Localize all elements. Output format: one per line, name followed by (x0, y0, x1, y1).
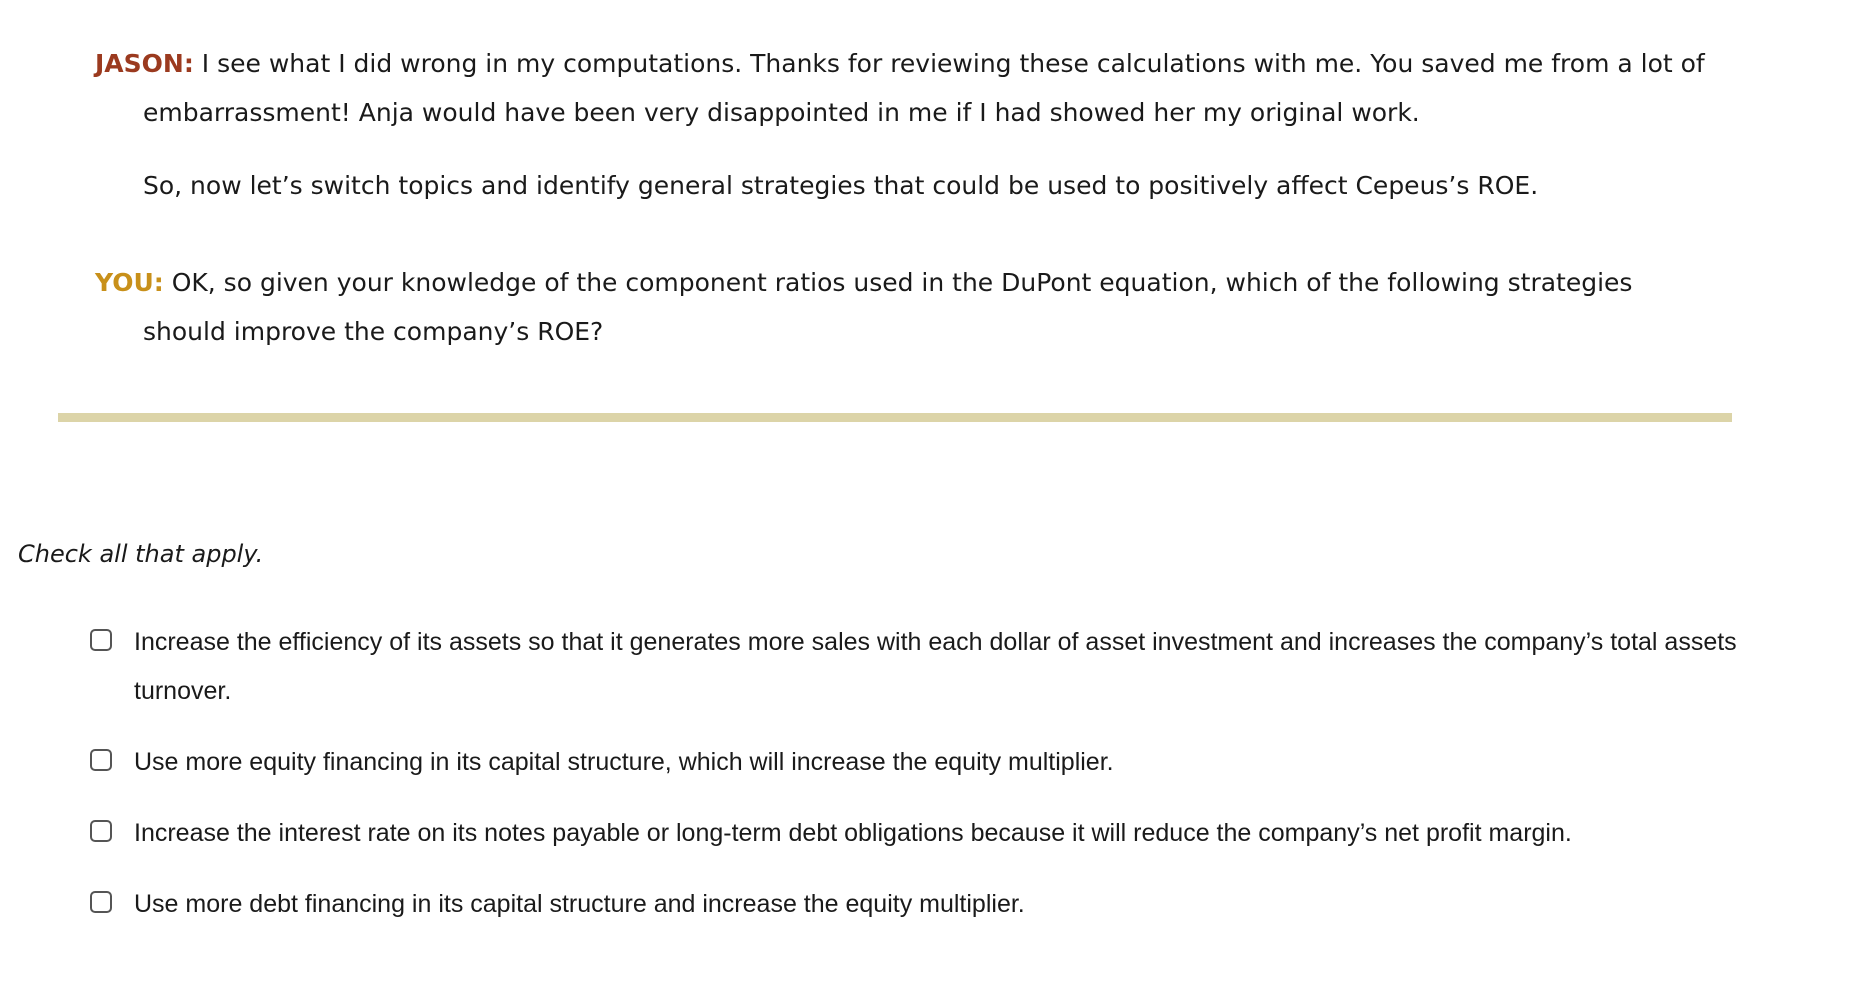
option-4-label[interactable]: Use more debt financing in its capital structure and increase the equity multiplier. (134, 890, 1025, 918)
instructions-text: Check all that apply. (18, 540, 264, 568)
jason-message-text: I see what I did wrong in my computations. Thanks for reviewing these calculations with me. You saved me from a lot of embarrassment! Anja would have been very disappointed in me if I had showed her my original work. (143, 49, 1705, 127)
option-4-checkbox[interactable] (90, 891, 112, 913)
option-3-checkbox[interactable] (90, 820, 112, 842)
you-dialogue (95, 258, 1715, 356)
jason-followup-text: So, now let’s switch topics and identify general strategies that could be used to positively affect Cepeus’s ROE. (143, 171, 1539, 200)
jason-dialogue (95, 39, 1715, 137)
option-1-checkbox[interactable] (90, 629, 112, 651)
option-1-label[interactable]: Increase the efficiency of its assets so that it generates more sales with each dollar of asset investment and increases the company’s total assets turnover. (134, 628, 1737, 705)
option-1 (90, 618, 1830, 716)
option-4 (90, 880, 1830, 929)
jason-speaker-label: JASON: (95, 49, 194, 78)
you-speaker-label: YOU: (95, 268, 164, 297)
option-2 (90, 738, 1830, 787)
option-3-label[interactable]: Increase the interest rate on its notes payable or long-term debt obligations because it will reduce the company’s net profit margin. (134, 819, 1572, 847)
options-list (90, 618, 1830, 951)
jason-paragraph (95, 39, 1715, 137)
you-message-text: OK, so given your knowledge of the component ratios used in the DuPont equation, which of the following strategies should improve the company’s ROE? (143, 268, 1633, 346)
jason-followup (95, 161, 1715, 210)
you-paragraph (95, 258, 1715, 356)
option-3 (90, 809, 1830, 858)
option-2-checkbox[interactable] (90, 749, 112, 771)
option-2-label[interactable]: Use more equity financing in its capital structure, which will increase the equity multiplier. (134, 748, 1114, 776)
section-divider (58, 413, 1732, 422)
